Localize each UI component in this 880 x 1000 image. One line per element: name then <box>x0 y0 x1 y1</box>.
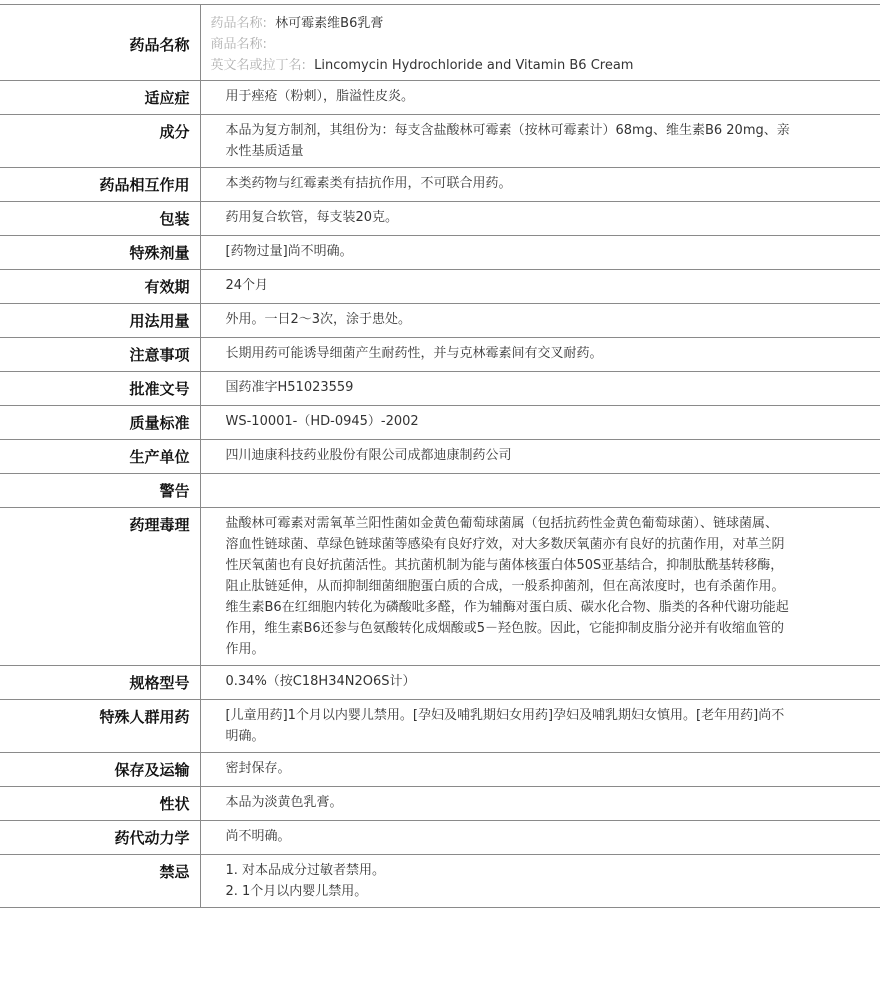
contraindication-item: 2. 1个月以内婴儿禁用。 <box>225 884 368 899</box>
row-precautions <box>0 338 880 372</box>
label-composition: 成分 <box>0 115 200 168</box>
row-dosage <box>0 304 880 338</box>
trade-name-key: 商品名称: <box>210 37 267 52</box>
value-precautions: 长期用药可能诱导细菌产生耐药性，并与克林霉素间有交叉耐药。 <box>225 346 603 361</box>
label-quality-standard: 质量标准 <box>0 406 200 440</box>
label-approval-number: 批准文号 <box>0 372 200 406</box>
value-pharmacokinetics: 尚不明确。 <box>225 829 291 844</box>
label-interactions: 药品相互作用 <box>0 168 200 202</box>
label-precautions: 注意事项 <box>0 338 200 372</box>
label-warning: 警告 <box>0 474 200 508</box>
english-name-value: Lincomycin Hydrochloride and Vitamin B6 Cream <box>314 58 634 73</box>
label-indications: 适应症 <box>0 81 200 115</box>
value-appearance: 本品为淡黄色乳膏。 <box>225 795 343 810</box>
row-drug-name <box>0 5 880 81</box>
row-appearance <box>0 787 880 821</box>
value-specification: 0.34%（按C18H34N2O6S计） <box>225 674 416 689</box>
row-approval-number <box>0 372 880 406</box>
value-approval-number: 国药准字H51023559 <box>225 380 354 395</box>
value-contraindications <box>200 855 880 908</box>
value-interactions: 本类药物与红霉素类有拮抗作用，不可联合用药。 <box>225 176 512 191</box>
label-manufacturer: 生产单位 <box>0 440 200 474</box>
row-indications <box>0 81 880 115</box>
generic-name-value: 林可霉素维B6乳膏 <box>275 16 384 31</box>
row-storage <box>0 753 880 787</box>
label-special-populations: 特殊人群用药 <box>0 700 200 753</box>
drug-info-table <box>0 4 880 908</box>
row-shelf-life <box>0 270 880 304</box>
row-specification <box>0 666 880 700</box>
row-quality-standard <box>0 406 880 440</box>
generic-name-key: 药品名称: <box>210 16 267 31</box>
english-name-line <box>211 55 871 76</box>
row-pharmacology <box>0 508 880 666</box>
value-dosage: 外用。一日2～3次，涂于患处。 <box>225 312 412 327</box>
value-indications: 用于痤疮（粉刺），脂溢性皮炎。 <box>225 89 415 104</box>
value-shelf-life: 24个月 <box>225 278 269 293</box>
value-manufacturer: 四川迪康科技药业股份有限公司成都迪康制药公司 <box>225 448 512 463</box>
row-special-populations <box>0 700 880 753</box>
warning-text <box>226 479 791 500</box>
label-packaging: 包装 <box>0 202 200 236</box>
value-overdose: [药物过量]尚不明确。 <box>225 244 353 259</box>
value-quality-standard: WS-10001-（HD-0945）-2002 <box>225 414 419 429</box>
row-packaging <box>0 202 880 236</box>
row-contraindications <box>0 855 880 908</box>
trade-name-line <box>211 34 871 55</box>
value-warning <box>200 474 880 508</box>
row-interactions <box>0 168 880 202</box>
english-name-key: 英文名或拉丁名: <box>210 58 306 73</box>
label-drug-name: 药品名称 <box>0 5 200 81</box>
value-special-populations: [儿童用药]1个月以内婴儿禁用。[孕妇及哺乳期妇女用药]孕妇及哺乳期妇女慎用。[老年用药]尚不明确。 <box>225 708 785 744</box>
label-pharmacology: 药理毒理 <box>0 508 200 666</box>
drug-info-sheet <box>0 4 880 908</box>
row-warning <box>0 474 880 508</box>
row-overdose <box>0 236 880 270</box>
label-storage: 保存及运输 <box>0 753 200 787</box>
value-storage: 密封保存。 <box>225 761 291 776</box>
label-dosage: 用法用量 <box>0 304 200 338</box>
contraindication-item: 1. 对本品成分过敏者禁用。 <box>225 863 386 878</box>
row-manufacturer <box>0 440 880 474</box>
row-pharmacokinetics <box>0 821 880 855</box>
label-contraindications: 禁忌 <box>0 855 200 908</box>
value-composition: 本品为复方制剂，其组份为：每支含盐酸林可霉素（按林可霉素计）68mg、维生素B6 20mg、亲水性基质适量 <box>225 123 790 159</box>
label-appearance: 性状 <box>0 787 200 821</box>
label-overdose: 特殊剂量 <box>0 236 200 270</box>
value-packaging: 药用复合软管，每支装20克。 <box>225 210 399 225</box>
label-pharmacokinetics: 药代动力学 <box>0 821 200 855</box>
label-shelf-life: 有效期 <box>0 270 200 304</box>
generic-name-line <box>211 13 871 34</box>
label-specification: 规格型号 <box>0 666 200 700</box>
row-composition <box>0 115 880 168</box>
value-pharmacology: 盐酸林可霉素对需氧革兰阳性菌如金黄色葡萄球菌属（包括抗药性金黄色葡萄球菌）、链球菌属、溶血性链球菌、草绿色链球菌等感染有良好疗效，对大多数厌氧菌亦有良好的抗菌作用，对革兰阴性厌氧菌也有良好抗菌活性。其抗菌机制为能与菌体核蛋白体50S亚基结合，抑制肽酰基转移酶，阻止肽链延伸，从而抑制细菌细胞蛋白质的合成，一般系抑菌剂，但在高浓度时，也有杀菌作用。维生素B6在红细胞内转化为磷酸吡多醛，作为辅酶对蛋白质、碳水化合物、脂类的各种代谢功能起作用，维生素B6还参与色氨酸转化成烟酸或5－羟色胺。因此，它能抑制皮脂分泌并有收缩血管的作用。 <box>225 516 789 657</box>
value-drug-name <box>200 5 880 81</box>
